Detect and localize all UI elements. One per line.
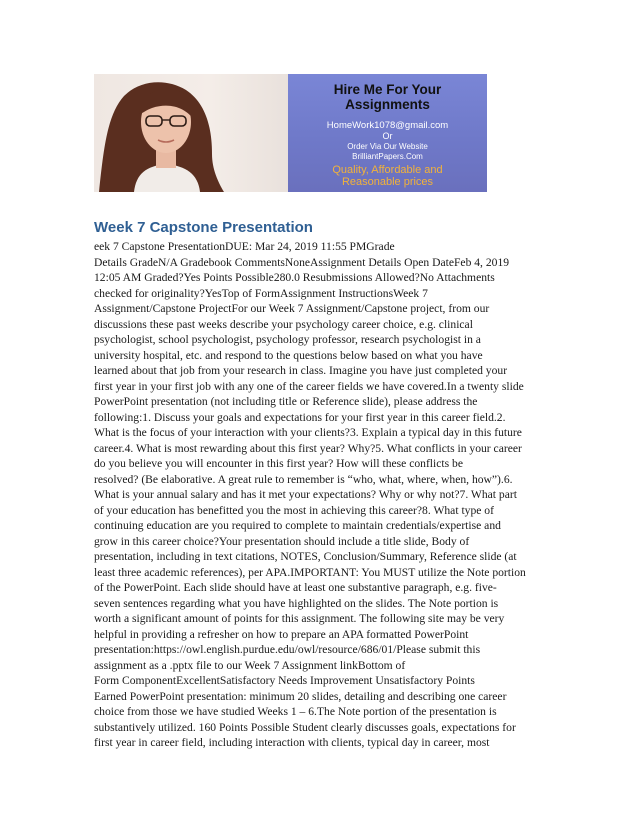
- body-line: of the PowerPoint. Each slide should have at least one substantive paragraph, e.g. five-: [94, 581, 497, 594]
- body-line: Earned PowerPoint presentation: minimum 20 slides, detailing and describing one career: [94, 689, 507, 703]
- body-line: grow in this career choice?Your presentation should include a title slide, Body of: [94, 534, 470, 548]
- body-line: presentation, including in text citations, NOTES, Conclusion/Summary, Reference slide (at: [94, 550, 517, 563]
- banner-photo: [94, 74, 288, 192]
- banner-email: HomeWork1078@gmail.com: [326, 120, 449, 131]
- body-line: PowerPoint presentation (not including title or Reference slide), please address the: [94, 395, 478, 408]
- body-line: presentation:https://owl.english.purdue.edu/owl/resource/686/01/Please submit this: [94, 643, 481, 656]
- body-line: first year in your first job with any one of the career fields we have covered.In a twenty slide: [94, 379, 524, 393]
- body-line: eek 7 Capstone PresentationDUE: Mar 24, 2019 11:55 PMGrade: [94, 240, 395, 253]
- body-line: What is the focus of your interaction with your clients?3. Explain a typical day in this future: [94, 426, 522, 439]
- advertisement-banner: [94, 74, 487, 192]
- body-line: substantively utilized. 160 Points Possible Student clearly discusses goals, expectations for: [94, 720, 516, 734]
- body-line: worth a significant amount of points for this assignment. The following site may be very: [94, 612, 505, 625]
- document-body: [94, 239, 554, 751]
- body-line: resolved? (Be elaborative. A great rule to remember is “who, what, where, when, how”).6.: [94, 472, 513, 486]
- woman-photo-illustration: [94, 74, 288, 192]
- banner-ad-panel: [288, 74, 487, 192]
- body-line: university hospital, etc. and respond to the questions below based on what you have: [94, 348, 483, 362]
- body-line: seven sentences regarding what you have highlighted on the slides. The Note portion is: [94, 596, 499, 610]
- banner-tagline: Quality, Affordable and Reasonable prices: [332, 164, 443, 188]
- body-line: Details GradeN/A Gradebook CommentsNoneAssignment Details Open DateFeb 4, 2019: [94, 255, 510, 269]
- body-line: choice from those we have studied Weeks 1 – 6.The Note portion of the presentation is: [94, 705, 497, 718]
- banner-headline: Hire Me For Your Assignments: [333, 82, 442, 112]
- body-line: Form ComponentExcellentSatisfactory Needs Improvement Unsatisfactory Points: [94, 674, 475, 687]
- body-line: assignment as a .pptx file to our Week 7 Assignment linkBottom of: [94, 658, 406, 672]
- body-line: of your education has benefitted you the most in achieving this career?8. What type of: [94, 503, 494, 517]
- body-line: career.4. What is most rewarding about this first year? Why?5. What conflicts in your career: [94, 441, 522, 455]
- body-line: helpful in providing a refresher on how to prepare an APA formatted PowerPoint: [94, 627, 469, 641]
- document-title: Week 7 Capstone Presentation: [94, 219, 313, 236]
- body-line: What is your annual salary and has it met your expectations? Why or why not?7. What part: [94, 488, 517, 501]
- body-line: continuing education are you required to complete to maintain credentials/expertise and: [94, 519, 501, 532]
- body-line: discussions these past weeks describe your psychology career choice, e.g. clinical: [94, 317, 473, 331]
- body-line: 12:05 AM Graded?Yes Points Possible280.0 Resubmissions Allowed?No Attachments: [94, 271, 495, 284]
- body-line: Assignment/Capstone ProjectFor our Week 7 Assignment/Capstone project, from our: [94, 302, 490, 315]
- body-line: following:1. Discuss your goals and expectations for your first year in this career field.2.: [94, 410, 506, 424]
- body-line: first year in career field, including interaction with clients, typical day in career, most: [94, 736, 490, 749]
- body-line: least three academic references), per APA.IMPORTANT: You MUST utilize the Note portion: [94, 565, 526, 579]
- banner-or: Or: [382, 131, 393, 141]
- banner-website: Order Via Our Website BrilliantPapers.Com: [347, 142, 428, 161]
- body-line: learned about that job from your research in class. Imagine you have just completed your: [94, 364, 508, 377]
- body-line: checked for originality?YesTop of FormAssignment InstructionsWeek 7: [94, 286, 428, 300]
- body-line: do you believe you will encounter in this first year? How will these conflicts be: [94, 457, 463, 470]
- body-line: psychologist, school psychologist, psychology professor, research psychologist in a: [94, 333, 481, 346]
